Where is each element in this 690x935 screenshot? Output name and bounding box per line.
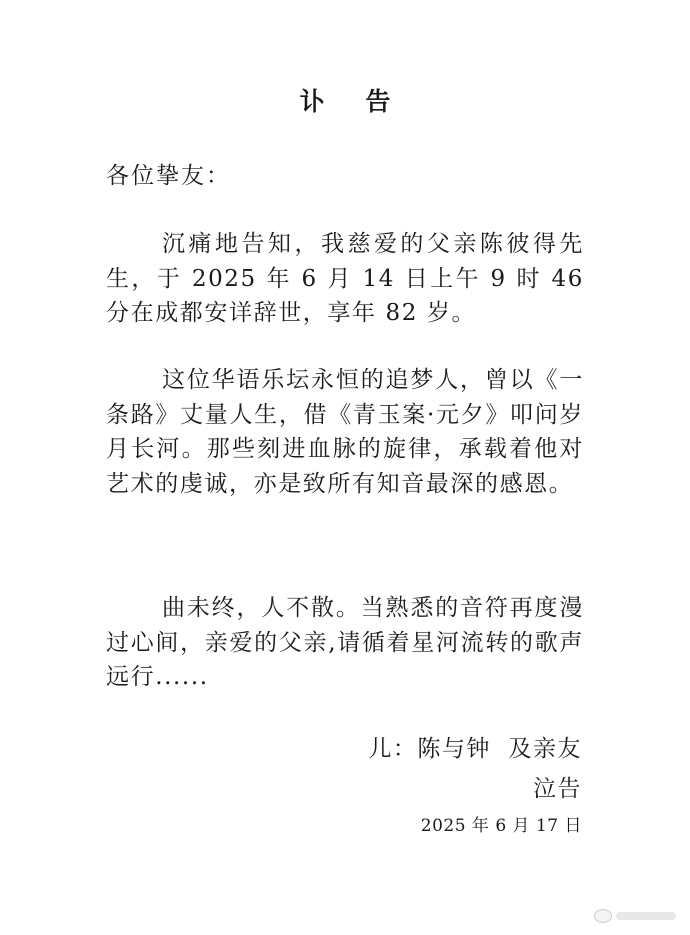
signature-closing: 泣告 bbox=[533, 776, 582, 802]
signature-line: 儿：陈与钟 及亲友 bbox=[368, 736, 582, 762]
date-line: 2025 年 6 月 17 日 bbox=[420, 816, 582, 836]
paragraph-farewell: 曲未终，人不散。当熟悉的音符再度漫过心间，亲爱的父亲,请循着星河流转的歌声远行...... bbox=[106, 595, 584, 691]
salutation: 各位挚友： bbox=[106, 163, 231, 189]
paragraph-tribute: 这位华语乐坛永恒的追梦人，曾以《一条路》丈量人生，借《青玉案·元夕》叩问岁月长河。那些刻进血脉的旋律，承载着他对艺术的虔诚，亦是致所有知音最深的感恩。 bbox=[106, 367, 584, 497]
page-title: 讣 告 bbox=[299, 87, 407, 116]
watermark-logo-icon bbox=[594, 909, 612, 923]
paragraph-announcement: 沉痛地告知，我慈爱的父亲陈彼得先生，于 2025 年 6 月 14 日上午 9 时 46 分在成都安详辞世，享年 82 岁。 bbox=[106, 231, 584, 327]
watermark-bar bbox=[616, 912, 676, 920]
watermark bbox=[594, 909, 676, 923]
